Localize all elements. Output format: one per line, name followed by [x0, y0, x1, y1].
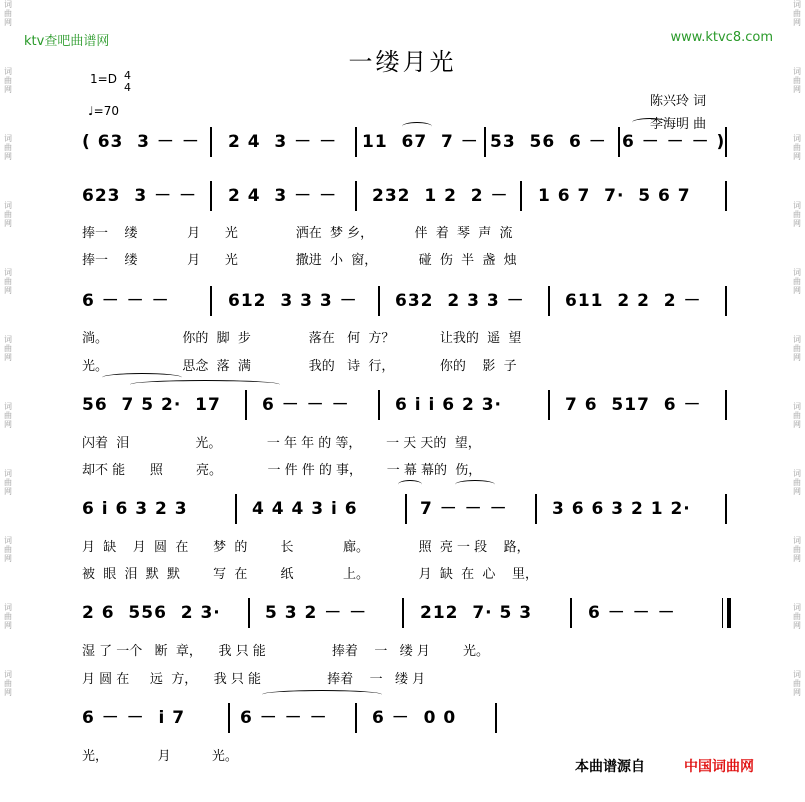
lyric-line: 捧一 缕 月 光 撒进 小 窗， 碰 伤 半 盏 烛 [82, 253, 517, 268]
song-title: 一缕月光 [348, 48, 457, 76]
bar-line [235, 494, 237, 524]
watermark-group: 词 曲 网 [4, 67, 12, 94]
watermark-group: 词 曲 网 [793, 402, 801, 429]
slur-mark [398, 480, 422, 489]
measure-notes: 4 4 4 3 i 6 [252, 499, 358, 519]
lyric-line: 闪着 泪 光。 一 年 年 的 等， 一 天 天的 望， [82, 436, 481, 451]
measure-notes: 212 7· 5 3 [420, 603, 533, 623]
tempo-marking: ♩=70 [88, 104, 119, 118]
bar-line [355, 703, 357, 733]
watermark-group: 词 曲 网 [4, 0, 12, 27]
measure-notes: 1 6 7 7· 5 6 7 [538, 186, 691, 206]
bar-line [725, 286, 727, 316]
measure-notes: 6 － － － [82, 291, 170, 311]
slur-mark [632, 118, 668, 127]
measure-notes: 6 i i 6 2 3· [395, 395, 503, 415]
measure-notes: 6 － 0 0 [372, 708, 457, 728]
slur-mark [402, 122, 432, 131]
lyric-line: 却不 能 照 亮。 一 件 件 的 事， 一 幕 幕的 伤， [82, 463, 482, 478]
bar-line [725, 390, 727, 420]
measure-notes: 6 － － － ) [622, 132, 726, 152]
slur-mark [455, 480, 495, 489]
measure-notes: 632 2 3 3 － [395, 291, 525, 311]
bar-line [405, 494, 407, 524]
watermark-group: 词 曲 网 [4, 469, 12, 496]
watermark-group: 词 曲 网 [793, 536, 801, 563]
bar-line [618, 127, 620, 157]
measure-notes: 5 3 2 － － [265, 603, 368, 623]
watermark-group: 词 曲 网 [793, 201, 801, 228]
watermark-group: 词 曲 网 [4, 134, 12, 161]
score-system [0, 601, 676, 625]
bar-line [484, 127, 486, 157]
bar-line [355, 127, 357, 157]
lyric-line: 淌。 你的 脚 步 落在 何 方？ 让我的 遥 望 [82, 331, 522, 346]
watermark-group: 词 曲 网 [793, 469, 801, 496]
site-url-right[interactable]: www.ktvc8.com [670, 30, 773, 45]
measure-notes: 623 3 － － [82, 186, 197, 206]
bar-line [495, 703, 497, 733]
source-site-link[interactable]: 中国词曲网 [684, 759, 754, 775]
measure-notes: 612 3 3 3 － [228, 291, 358, 311]
watermark-group: 词 曲 网 [4, 603, 12, 630]
watermark-group: 词 曲 网 [4, 335, 12, 362]
bar-line [725, 127, 727, 157]
measure-notes: ( 63 3 － － [82, 132, 200, 152]
measure-notes: 6 － － － [240, 708, 328, 728]
watermark-group: 词 曲 网 [4, 201, 12, 228]
bar-line [520, 181, 522, 211]
bar-line [548, 390, 550, 420]
measure-notes: 7 6 517 6 － [565, 395, 702, 415]
watermark-group: 词 曲 网 [4, 536, 12, 563]
score-system [0, 393, 702, 417]
bar-line [548, 286, 550, 316]
bar-line [228, 703, 230, 733]
measure-notes: 3 6 6 3 2 1 2· [552, 499, 691, 519]
key-signature: 1=D [90, 72, 117, 86]
watermark-group: 词 曲 网 [793, 134, 801, 161]
bar-line [725, 181, 727, 211]
lyric-line: 光。 思念 落 满 我的 诗 行， 你的 影 子 [82, 359, 517, 374]
lyric-line: 月 圆 在 远 方， 我 只 能 捧着 一 缕 月 [82, 672, 426, 687]
source-label: 本曲谱源自 [575, 759, 645, 775]
measure-notes: 6 － － i 7 [82, 708, 186, 728]
site-logo-left[interactable]: ktv查吧曲谱网 [24, 34, 110, 49]
bar-line [725, 494, 727, 524]
bar-line [378, 390, 380, 420]
bar-line [378, 286, 380, 316]
watermark-group: 词 曲 网 [4, 402, 12, 429]
watermark-group: 词 曲 网 [793, 0, 801, 27]
lyric-line: 月 缺 月 圆 在 梦 的 长 廊。 照 亮 一 段 路， [82, 540, 530, 555]
score-system [0, 184, 691, 208]
measure-notes: 2 6 556 2 3· [82, 603, 221, 623]
measure-notes: 2 4 3 － － [228, 186, 338, 206]
bar-line [245, 390, 247, 420]
measure-notes: 2 4 3 － － [228, 132, 338, 152]
bar-line [210, 286, 212, 316]
measure-notes: 56 7 5 2· 17 [82, 395, 221, 415]
side-watermark-right [789, 0, 805, 802]
bar-line [535, 494, 537, 524]
bar-line [722, 598, 723, 628]
watermark-group: 词 曲 网 [793, 268, 801, 295]
watermark-group: 词 曲 网 [793, 670, 801, 697]
measure-notes: 11 67 7 － [362, 132, 479, 152]
slur-mark [130, 380, 280, 389]
measure-notes: 6 － － － [262, 395, 350, 415]
measure-notes: 6 － － － [588, 603, 676, 623]
measure-notes: 611 2 2 2 － [565, 291, 702, 311]
time-signature-top: 4 [124, 69, 131, 82]
watermark-group: 词 曲 网 [793, 67, 801, 94]
score-system [0, 497, 691, 521]
bar-line [727, 598, 731, 628]
composer-credit: 李海明 曲 [650, 117, 707, 132]
bar-line [570, 598, 572, 628]
time-signature [124, 70, 131, 94]
bar-line [355, 181, 357, 211]
score-system [0, 130, 726, 154]
lyric-line: 光， 月 光。 [82, 749, 238, 764]
bar-line [248, 598, 250, 628]
measure-notes: 232 1 2 2 － [372, 186, 509, 206]
watermark-group: 词 曲 网 [793, 603, 801, 630]
measure-notes: 6 i 6 3 2 3 [82, 499, 188, 519]
lyricist-credit: 陈兴玲 词 [650, 94, 707, 109]
bar-line [210, 181, 212, 211]
watermark-group: 词 曲 网 [793, 335, 801, 362]
measure-notes: 7 － － － [420, 499, 508, 519]
measure-notes: 53 56 6 － [490, 132, 607, 152]
watermark-group: 词 曲 网 [4, 268, 12, 295]
score-system [0, 706, 655, 730]
time-signature-bottom: 4 [124, 81, 131, 94]
watermark-group: 词 曲 网 [4, 670, 12, 697]
score-system [0, 289, 702, 313]
bar-line [210, 127, 212, 157]
lyric-line: 捧一 缕 月 光 洒在 梦 乡， 伴 着 琴 声 流 [82, 226, 513, 241]
bar-line [402, 598, 404, 628]
slur-mark [262, 690, 382, 699]
lyric-line: 湿 了 一个 断 章， 我 只 能 捧着 一 缕 月 光。 [82, 644, 489, 659]
lyric-line: 被 眼 泪 默 默 写 在 纸 上。 月 缺 在 心 里， [82, 567, 538, 582]
